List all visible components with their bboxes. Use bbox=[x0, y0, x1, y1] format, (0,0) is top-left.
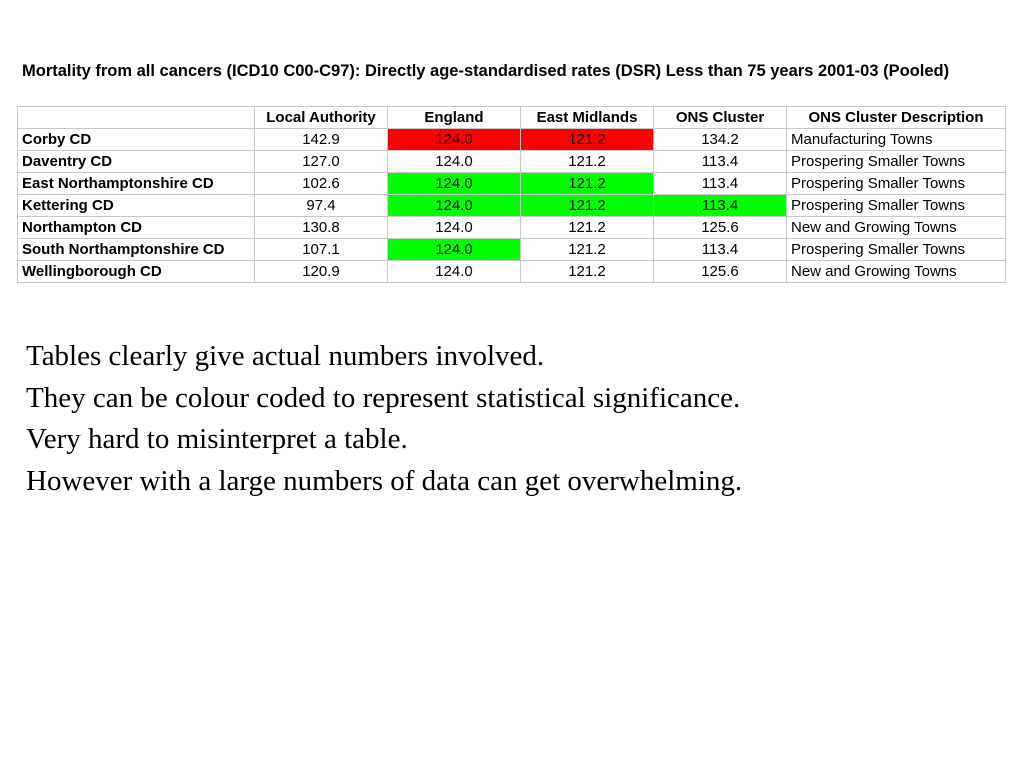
mortality-table bbox=[17, 106, 1006, 283]
bullet-line: Tables clearly give actual numbers involved. bbox=[26, 340, 545, 372]
header-england: England bbox=[388, 107, 521, 129]
table-row bbox=[18, 129, 1006, 151]
east-midlands-value: 121.2 bbox=[521, 261, 654, 283]
local-authority-value: 127.0 bbox=[255, 151, 388, 173]
header-ons-cluster-description: ONS Cluster Description bbox=[787, 107, 1006, 129]
east-midlands-value: 121.2 bbox=[521, 151, 654, 173]
row-name: Wellingborough CD bbox=[18, 261, 255, 283]
ons-cluster-value: 113.4 bbox=[654, 195, 787, 217]
east-midlands-value: 121.2 bbox=[521, 195, 654, 217]
ons-cluster-value: 113.4 bbox=[654, 151, 787, 173]
ons-cluster-description: Prospering Smaller Towns bbox=[787, 195, 1006, 217]
local-authority-value: 120.9 bbox=[255, 261, 388, 283]
row-name: Kettering CD bbox=[18, 195, 255, 217]
local-authority-value: 130.8 bbox=[255, 217, 388, 239]
row-name: Daventry CD bbox=[18, 151, 255, 173]
bullet-line: However with a large numbers of data can get overwhelming. bbox=[26, 464, 743, 497]
table-header-row bbox=[18, 107, 1006, 129]
local-authority-value: 102.6 bbox=[255, 173, 388, 195]
table-row bbox=[18, 195, 1006, 217]
east-midlands-value: 121.2 bbox=[521, 217, 654, 239]
ons-cluster-description: New and Growing Towns bbox=[787, 261, 1006, 283]
east-midlands-value: 121.2 bbox=[521, 239, 654, 261]
england-value: 124.0 bbox=[388, 195, 521, 217]
england-value: 124.0 bbox=[388, 151, 521, 173]
england-value: 124.0 bbox=[388, 173, 521, 195]
ons-cluster-value: 125.6 bbox=[654, 217, 787, 239]
bullet-list bbox=[26, 336, 1006, 502]
table-title: Mortality from all cancers (ICD10 C00-C97): Directly age-standardised rates (DSR) Less than 75 years 2001-03 (Pooled) bbox=[22, 62, 950, 80]
ons-cluster-value: 113.4 bbox=[654, 173, 787, 195]
table-row bbox=[18, 217, 1006, 239]
table-row bbox=[18, 239, 1006, 261]
table-row bbox=[18, 261, 1006, 283]
ons-cluster-description: Prospering Smaller Towns bbox=[787, 173, 1006, 195]
table-row bbox=[18, 173, 1006, 195]
ons-cluster-description: Prospering Smaller Towns bbox=[787, 239, 1006, 261]
bullet-line: Very hard to misinterpret a table. bbox=[26, 423, 408, 455]
east-midlands-value: 121.2 bbox=[521, 129, 654, 151]
east-midlands-value: 121.2 bbox=[521, 173, 654, 195]
local-authority-value: 107.1 bbox=[255, 239, 388, 261]
row-name: Northampton CD bbox=[18, 217, 255, 239]
england-value: 124.0 bbox=[388, 261, 521, 283]
bullet-line: They can be colour coded to represent statistical significance. bbox=[26, 381, 741, 414]
local-authority-value: 142.9 bbox=[255, 129, 388, 151]
table-row bbox=[18, 151, 1006, 173]
ons-cluster-description: New and Growing Towns bbox=[787, 217, 1006, 239]
header-east-midlands: East Midlands bbox=[521, 107, 654, 129]
ons-cluster-description: Prospering Smaller Towns bbox=[787, 151, 1006, 173]
local-authority-value: 97.4 bbox=[255, 195, 388, 217]
england-value: 124.0 bbox=[388, 217, 521, 239]
ons-cluster-description: Manufacturing Towns bbox=[787, 129, 1006, 151]
ons-cluster-value: 113.4 bbox=[654, 239, 787, 261]
england-value: 124.0 bbox=[388, 239, 521, 261]
row-name: Corby CD bbox=[18, 129, 255, 151]
england-value: 124.0 bbox=[388, 129, 521, 151]
header-blank bbox=[18, 107, 255, 129]
header-local-authority: Local Authority bbox=[255, 107, 388, 129]
ons-cluster-value: 125.6 bbox=[654, 261, 787, 283]
row-name: South Northamptonshire CD bbox=[18, 239, 255, 261]
ons-cluster-value: 134.2 bbox=[654, 129, 787, 151]
row-name: East Northamptonshire CD bbox=[18, 173, 255, 195]
header-ons-cluster: ONS Cluster bbox=[654, 107, 787, 129]
